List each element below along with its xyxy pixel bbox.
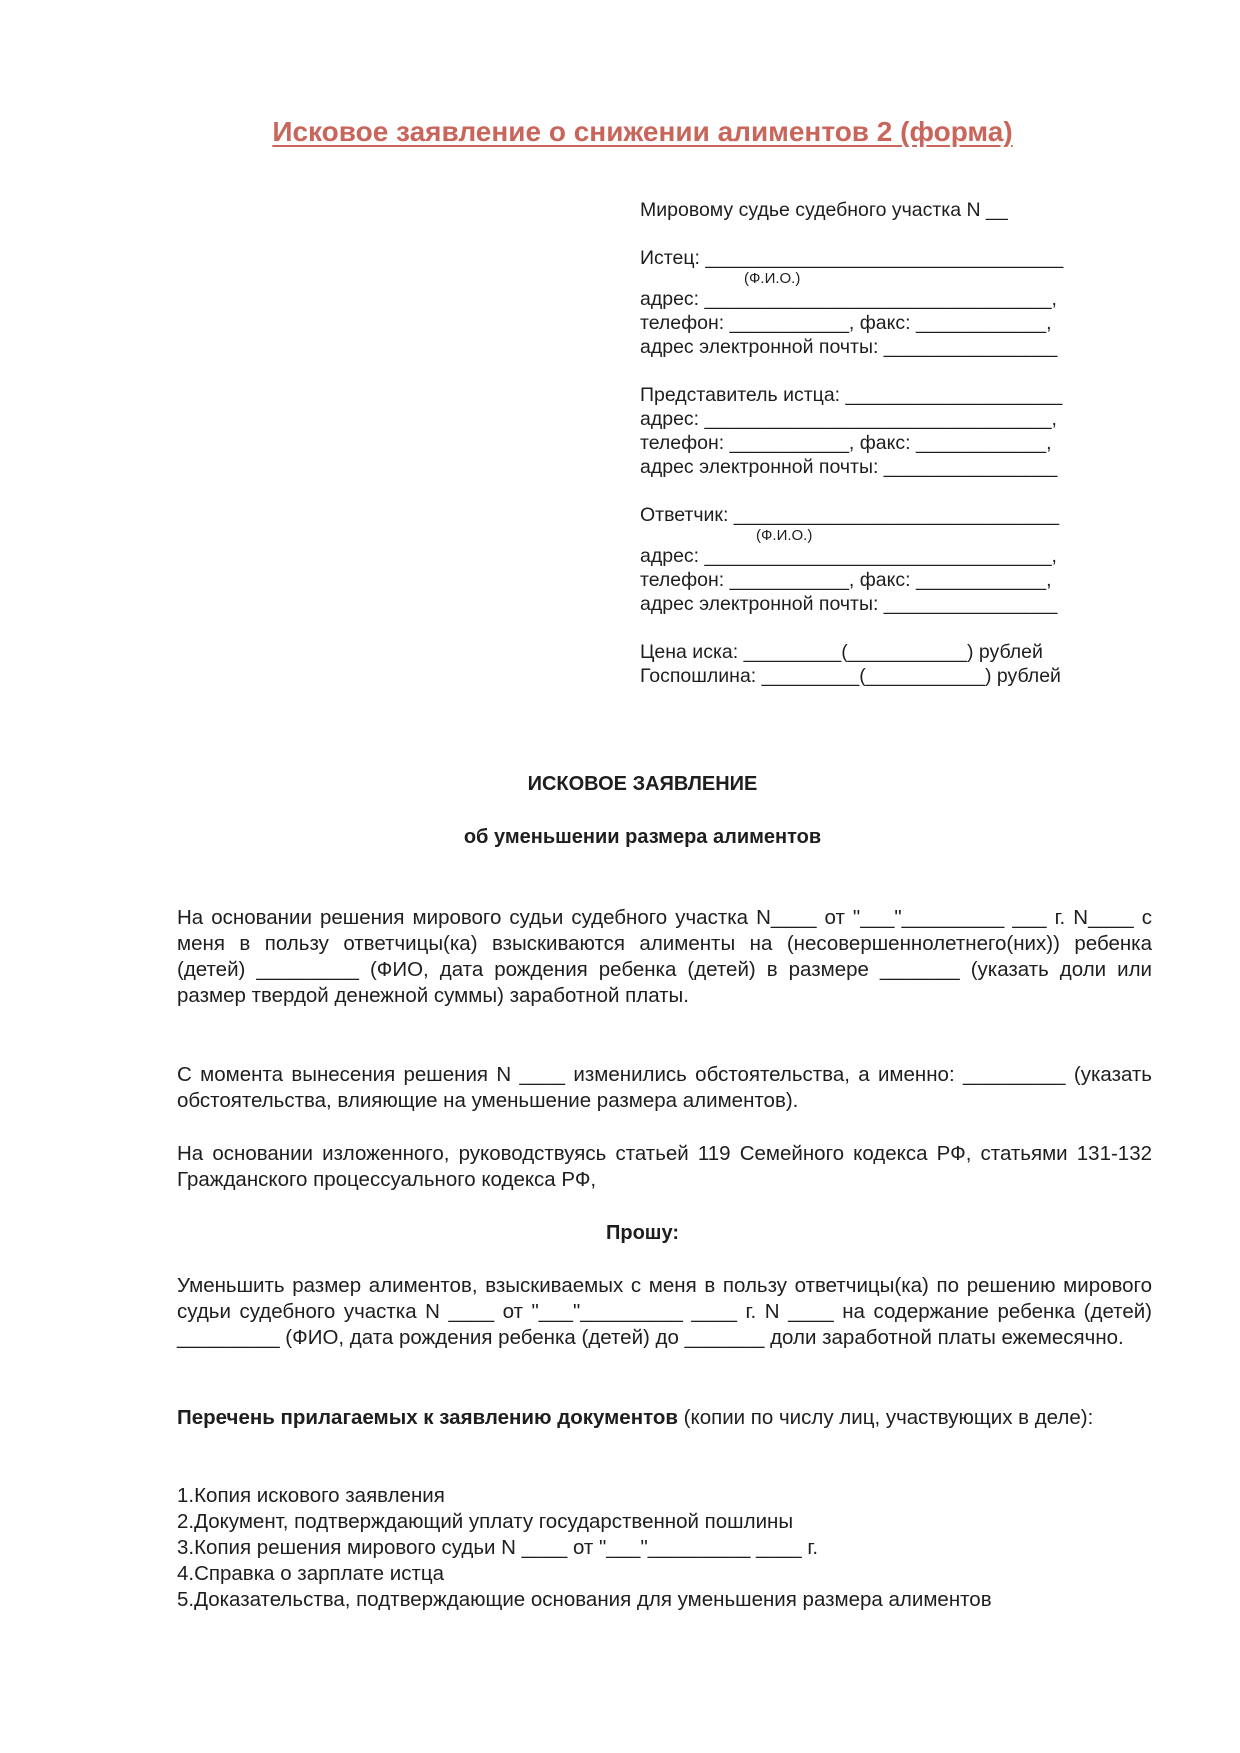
court-line: Мировому судье судебного участка N __: [640, 199, 1008, 221]
plaintiff-address: адрес: ________________________________,: [640, 288, 1057, 310]
plaintiff-line: Истец: _________________________________: [640, 247, 1064, 269]
attachments-note: (копии по числу лиц, участвующих в деле):: [677, 1406, 1094, 1429]
representative-line: Представитель истца: ____________________: [640, 384, 1063, 406]
attachments-title: Перечень прилагаемых к заявлению документов: [177, 1406, 678, 1429]
header-block: [640, 198, 1100, 688]
list-item: 4.Справка о зарплате истца: [177, 1562, 445, 1585]
plaintiff-email: адрес электронной почты: ________________: [640, 336, 1058, 358]
defendant-email: адрес электронной почты: ________________: [640, 593, 1058, 615]
sub-heading: об уменьшении размера алиментов: [463, 826, 822, 848]
request-heading: Прошу:: [606, 1222, 679, 1244]
representative-phone: телефон: ___________, факс: ____________,: [640, 432, 1052, 454]
document-title: Исковое заявление о снижении алиментов 2 (форма): [272, 116, 1013, 147]
paragraph-legal-basis: На основании изложенного, руководствуясь статьей 119 Семейного кодекса РФ, статьями 131-132 Гражданского процессуального кодекса РФ,: [177, 1142, 1152, 1191]
defendant-phone: телефон: ___________, факс: ____________,: [640, 569, 1052, 591]
attachments-list: [177, 1483, 1152, 1613]
defendant-address: адрес: ________________________________,: [640, 545, 1057, 567]
list-item: 2.Документ, подтверждающий уплату государственной пошлины: [177, 1510, 794, 1533]
list-item: 1.Копия искового заявления: [177, 1484, 445, 1507]
defendant-line: Ответчик: ______________________________: [640, 504, 1060, 526]
representative-address: адрес: ________________________________,: [640, 408, 1057, 430]
plaintiff-fio-hint: (Ф.И.О.): [744, 270, 801, 287]
attachments-intro: [177, 1405, 1152, 1431]
main-heading: ИСКОВОЕ ЗАЯВЛЕНИЕ: [527, 773, 758, 795]
paragraph-basis: На основании решения мирового судьи судебного участка N____ от "___"_________ ___ г. N____ с меня в пользу ответчицы(ка) взыскиваются алименты на (несовершеннолетнего(них)) ребенка (детей) _________ (ФИО, дата рождения ребенка (детей) в размере _______ (указать доли или размер твердой денежной суммы) заработной платы.: [177, 906, 1152, 1007]
paragraph-request: Уменьшить размер алиментов, взыскиваемых с меня в пользу ответчицы(ка) по решению мирового судьи судебного участка N ____ от "___"_________ ____ г. N ____ на содержание ребенка (детей) _________ (ФИО, дата рождения ребенка (детей) до _______ доли заработной платы ежемесячно.: [177, 1274, 1152, 1349]
defendant-fio-hint: (Ф.И.О.): [756, 527, 813, 544]
plaintiff-phone: телефон: ___________, факс: ____________,: [640, 312, 1052, 334]
state-fee: Госпошлина: _________(___________) рублей: [640, 665, 1061, 687]
list-item: 5.Доказательства, подтверждающие основания для уменьшения размера алиментов: [177, 1588, 992, 1611]
claim-price: Цена иска: _________(___________) рублей: [640, 641, 1043, 663]
representative-email: адрес электронной почты: ________________: [640, 456, 1058, 478]
paragraph-circumstances: С момента вынесения решения N ____ изменились обстоятельства, а именно: _________ (указать обстоятельства, влияющие на уменьшение размера алиментов).: [177, 1063, 1152, 1112]
list-item: 3.Копия решения мирового судьи N ____ от "___"_________ ____ г.: [177, 1536, 819, 1559]
